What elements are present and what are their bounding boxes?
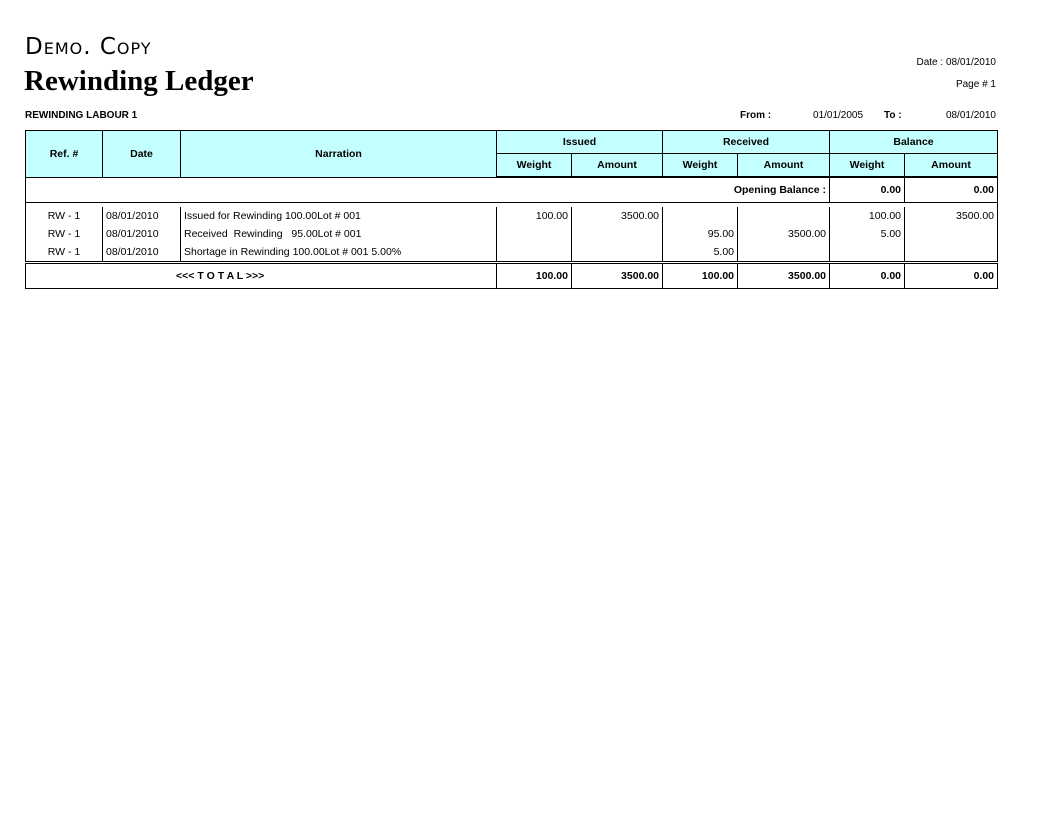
total-issued-weight: 100.00 [497,263,572,289]
col-header-balance: Balance [830,131,998,154]
opening-balance-label: Opening Balance : [26,177,830,203]
opening-balance-weight: 0.00 [830,177,905,203]
demo-copy-watermark: Demo. Copy [25,34,152,60]
report-title: Rewinding Ledger [24,65,254,97]
cell-issued-weight [497,243,572,263]
col-header-issued: Issued [497,131,663,154]
col-header-received-weight: Weight [663,154,738,178]
cell-issued-weight [497,225,572,243]
from-label: From : [740,110,772,121]
table-row [26,207,998,225]
col-header-balance-weight: Weight [830,154,905,178]
col-header-issued-weight: Weight [497,154,572,178]
cell-issued-amount: 3500.00 [572,207,663,225]
cell-balance-weight: 5.00 [830,225,905,243]
cell-received-amount [738,243,830,263]
col-header-balance-amount: Amount [905,154,998,178]
cell-narration: Issued for Rewinding 100.00Lot # 001 [181,207,497,225]
total-balance-amount: 0.00 [905,263,998,289]
cell-ref: RW - 1 [26,243,103,263]
cell-narration: Shortage in Rewinding 100.00Lot # 001 5.00% [181,243,497,263]
total-row [26,263,998,289]
opening-balance-row [26,177,998,203]
cell-received-weight: 5.00 [663,243,738,263]
cell-issued-weight: 100.00 [497,207,572,225]
cell-date: 08/01/2010 [103,207,181,225]
to-date: 08/01/2010 [945,110,996,121]
from-date: 01/01/2005 [813,110,864,121]
table-row [26,243,998,263]
col-header-ref: Ref. # [26,131,103,178]
cell-balance-weight: 100.00 [830,207,905,225]
col-header-received-amount: Amount [738,154,830,178]
col-header-received: Received [663,131,830,154]
col-header-issued-amount: Amount [572,154,663,178]
cell-issued-amount [572,225,663,243]
cell-ref: RW - 1 [26,207,103,225]
opening-balance-amount: 0.00 [905,177,998,203]
cell-balance-weight [830,243,905,263]
cell-ref: RW - 1 [26,225,103,243]
cell-narration: Received Rewinding 95.00Lot # 001 [181,225,497,243]
cell-balance-amount [905,243,998,263]
cell-received-amount [738,207,830,225]
cell-balance-amount: 3500.00 [905,207,998,225]
total-received-weight: 100.00 [663,263,738,289]
cell-balance-amount [905,225,998,243]
cell-issued-amount [572,243,663,263]
col-header-narration: Narration [181,131,497,178]
cell-received-weight [663,207,738,225]
cell-received-weight: 95.00 [663,225,738,243]
total-issued-amount: 3500.00 [572,263,663,289]
total-label: <<< T O T A L >>> [26,263,497,289]
cell-received-amount: 3500.00 [738,225,830,243]
table-row [26,225,998,243]
page-number: Page # 1 [955,79,996,90]
total-received-amount: 3500.00 [738,263,830,289]
account-name: REWINDING LABOUR 1 [25,110,138,121]
total-balance-weight: 0.00 [830,263,905,289]
col-header-date: Date [103,131,181,178]
ledger-table [25,130,998,289]
to-label: To : [884,110,902,121]
cell-date: 08/01/2010 [103,225,181,243]
cell-date: 08/01/2010 [103,243,181,263]
report-date: Date : 08/01/2010 [916,57,996,68]
